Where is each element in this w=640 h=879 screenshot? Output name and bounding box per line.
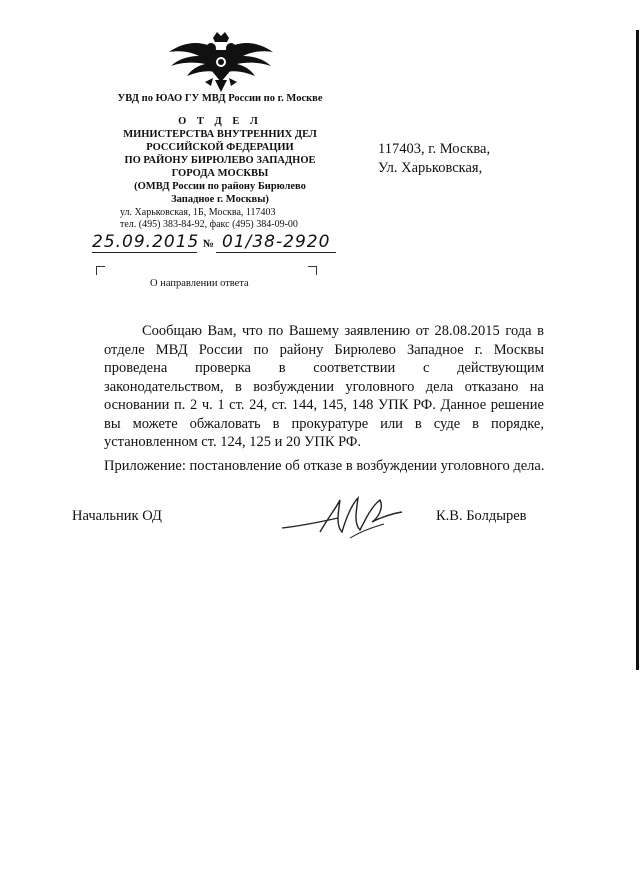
- handwritten-signature-icon: [280, 488, 410, 548]
- org-line: РОССИЙСКОЙ ФЕДЕРАЦИИ: [146, 142, 294, 153]
- scan-edge-line: [636, 30, 639, 670]
- short-name-line: (ОМВД России по району Бирюлево: [134, 181, 306, 192]
- short-name-line: Западное г. Москвы): [171, 194, 269, 205]
- letterhead: [70, 92, 370, 206]
- signer-name: К.В. Болдырев: [436, 508, 527, 524]
- subject: О направлении ответа: [150, 278, 249, 289]
- double-headed-eagle-emblem-icon: [161, 30, 281, 96]
- parent-org: УВД по ЮАО ГУ МВД России по г. Москве: [117, 93, 323, 104]
- registration-row: [92, 232, 352, 256]
- registration-number-label: №: [203, 238, 215, 250]
- org-line: ПО РАЙОНУ БИРЮЛЕВО ЗАПАДНОЕ: [124, 155, 316, 166]
- signer-title: Начальник ОД: [72, 508, 162, 524]
- registration-date: 25.09.2015: [92, 232, 200, 252]
- org-line: МИНИСТЕРСТВА ВНУТРЕННИХ ДЕЛ: [123, 129, 317, 140]
- subject-corner-left: [96, 266, 105, 275]
- recipient-street: Ул. Харьковская,: [378, 160, 483, 176]
- department-title: О Т Д Е Л: [178, 116, 262, 127]
- attachment-note: Приложение: постановление об отказе в возбуждении уголовного дела.: [104, 458, 545, 474]
- registration-number: 01/38-2920: [222, 232, 331, 252]
- org-address: ул. Харьковская, 1Б, Москва, 117403: [120, 207, 276, 218]
- recipient-city: 117403, г. Москва,: [378, 141, 491, 157]
- letter-body: Сообщаю Вам, что по Вашему заявлению от 28.08.2015 года в отделе МВД России по району Бирюлево Западное г. Москвы проведена проверка в соответствии с действующим законодательством, в возбуждении уголовного дела отказано на основании п. 2 ч. 1 ст. 24, ст. 144, 145, 148 УПК РФ. Данное решение вы можете обжаловать в прокуратуре или в суде в порядке, установленном ст. 124, 125 и 20 УПК РФ.: [104, 323, 544, 450]
- org-line: ГОРОДА МОСКВЫ: [171, 168, 269, 179]
- org-phone: тел. (495) 383-84-92, факс (495) 384-09-00: [120, 219, 298, 230]
- date-underline: [92, 252, 197, 253]
- recipient-address: [378, 140, 490, 178]
- subject-corner-right: [308, 266, 317, 275]
- contacts: [120, 207, 340, 231]
- number-underline: [216, 252, 336, 253]
